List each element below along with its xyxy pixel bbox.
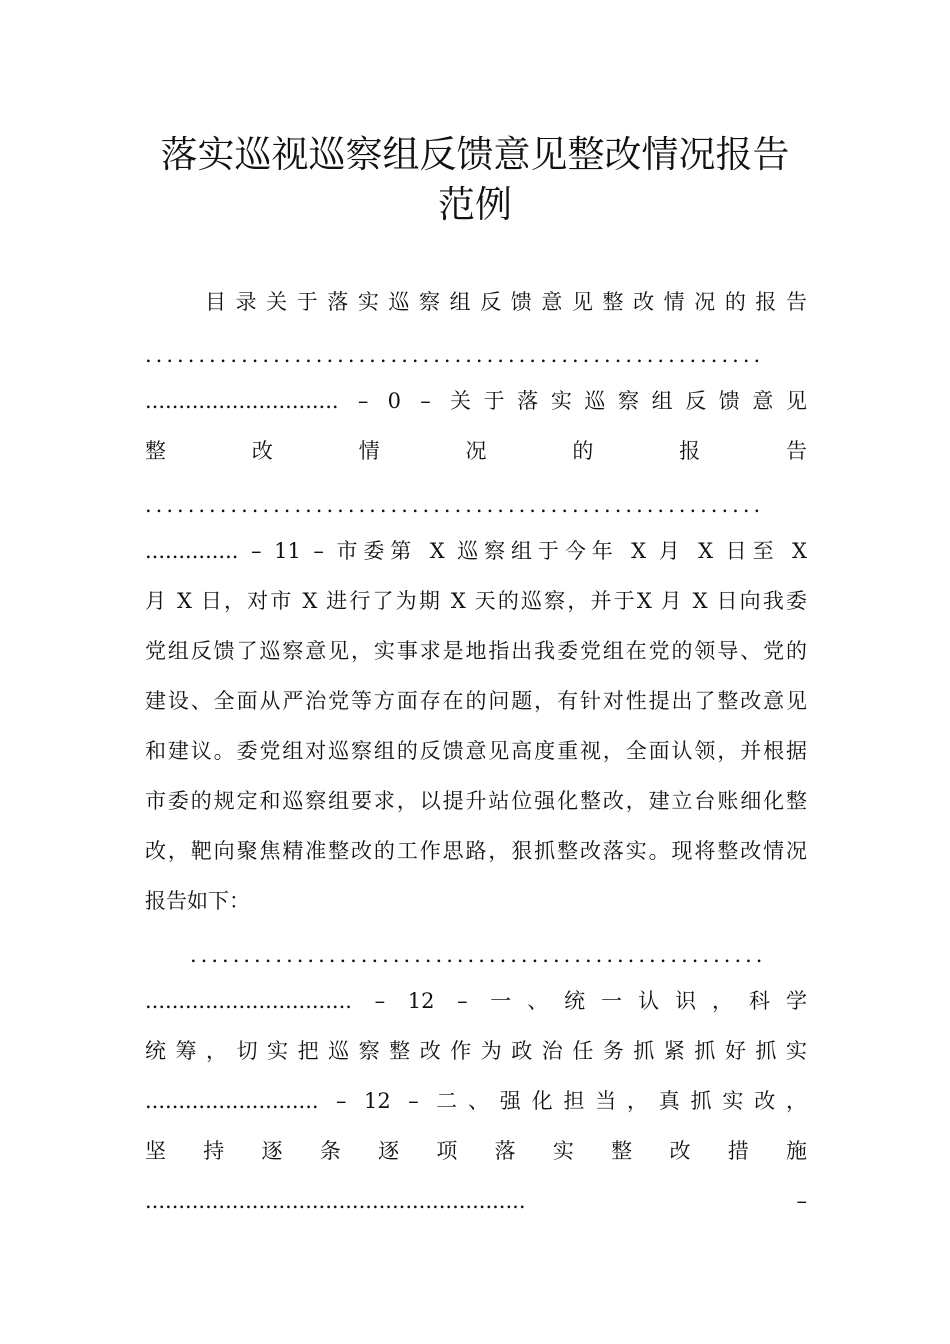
toc-dot-leader: .......................................................... — [145, 493, 765, 517]
body-text-line: .............. – 11 – 市委第 X 巡察组于今年 X 月 X 日至 X — [145, 539, 807, 563]
body-text-line: 市委的规定和巡察组要求，以提升站位强化整改，建立台账细化整 — [145, 789, 807, 813]
toc-dot-leader: ......................................................... – — [145, 1189, 807, 1213]
body-text-line: 改，靶向聚焦精准整改的工作思路，狠抓整改落实。现将整改情况 — [145, 839, 807, 863]
document-title-line-2: 范例 — [438, 183, 512, 226]
body-text-line: 报告如下： — [145, 889, 250, 913]
document-title-line-1: 落实巡视巡察组反馈意见整改情况报告 — [160, 133, 790, 176]
body-text-line: 建设、全面从严治党等方面存在的问题，有针对性提出了整改意见 — [145, 689, 807, 713]
toc-heading-line: 目 录 关 于 落 实 巡 察 组 反 馈 意 见 整 改 情 况 的 报 告 — [205, 290, 807, 314]
toc-entry-line: 整 改 情 况 的 报 告 — [145, 439, 807, 463]
toc-dot-leader: ...................................................... — [190, 943, 767, 967]
body-text-line: 党组反馈了巡察意见，实事求是地指出我委党组在党的领导、党的 — [145, 639, 807, 663]
toc-entry-line: ............................... – 12 – 一、统一认识，科学 — [145, 989, 807, 1013]
body-text-line: 和建议。委党组对巡察组的反馈意见高度重视，全面认领，并根据 — [145, 739, 807, 763]
toc-entry-line: ............................. – 0 – 关于落实巡察组反馈意见 — [145, 389, 807, 413]
toc-dot-leader: .......................................................... — [145, 343, 765, 367]
toc-entry-line: 统 筹 ， 切 实 把 巡 察 整 改 作 为 政 治 任 务 抓 紧 抓 好 抓 实 — [145, 1039, 807, 1063]
body-text-line: 月 X 日，对市 X 进行了为期 X 天的巡察，并于X 月 X 日向我委 — [145, 589, 807, 613]
toc-entry-line: 坚 持 逐 条 逐 项 落 实 整 改 措 施 — [145, 1139, 807, 1163]
toc-entry-line: .......................... – 12 – 二、强化担当，真抓实改， — [145, 1089, 807, 1113]
